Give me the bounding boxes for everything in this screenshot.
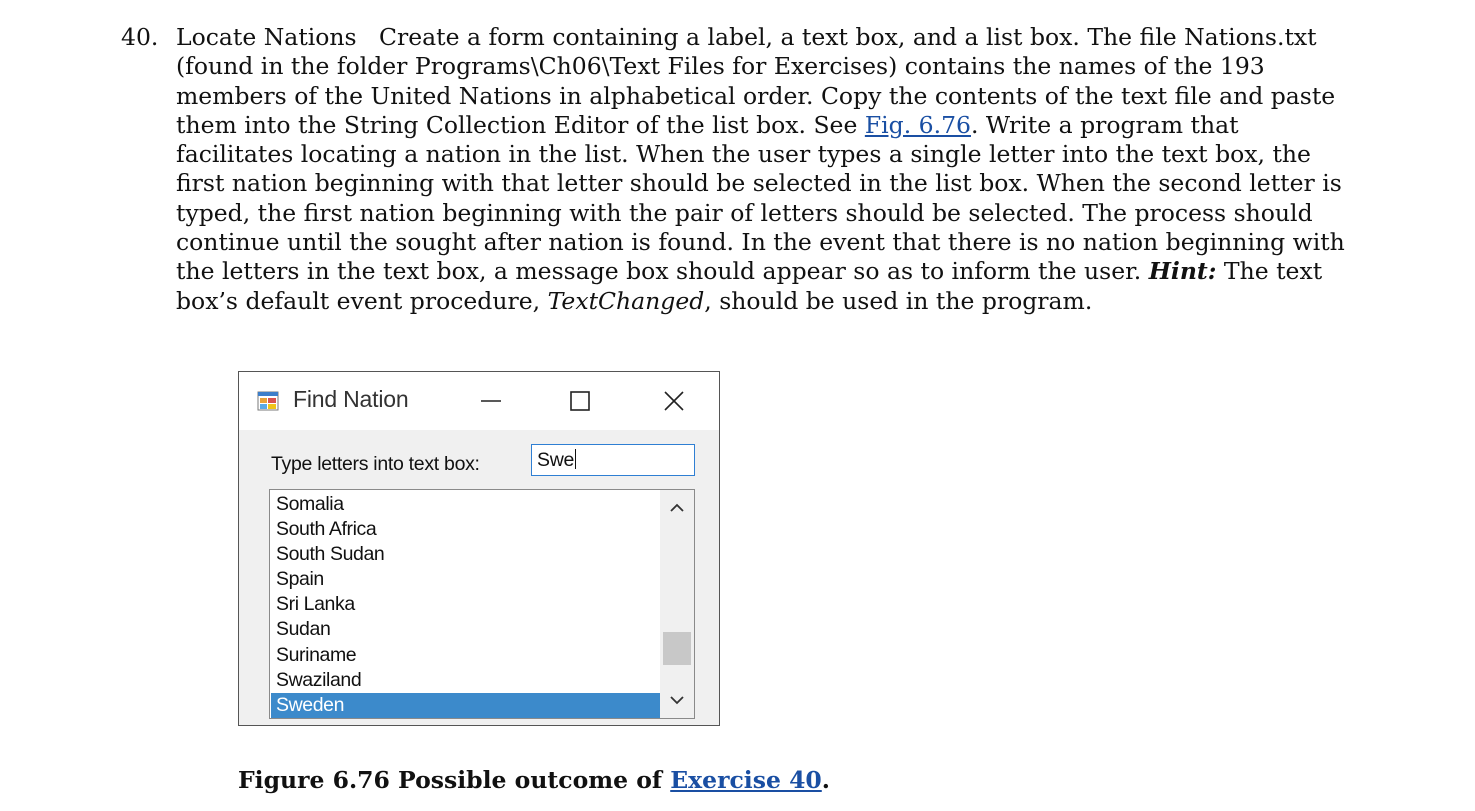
list-item[interactable]: Sudan	[276, 618, 331, 641]
exercise-body	[176, 23, 1346, 316]
window-title: Find Nation	[293, 386, 409, 412]
nations-list	[271, 492, 660, 718]
chevron-down-icon[interactable]	[667, 692, 687, 708]
exercise-link[interactable]: Exercise 40	[670, 766, 822, 794]
exercise-text-2: . Write a program that facilitates locating a nation in the list. When the user types a single letter into the text box, the first nation beginning with that letter should be selected in the list box. When the second letter is typed, the first nation beginning with the pair of letters should be selected. The process should continue until the sought after nation is found. In the event that there is no nation beginning with the letters in the text box, a message box should appear so as to inform the user.	[176, 110, 1345, 286]
scrollbar-thumb[interactable]	[663, 632, 691, 665]
vertical-scrollbar[interactable]	[660, 490, 694, 718]
figure-link[interactable]: Fig. 6.76	[864, 110, 971, 139]
hint-text-2: , should be used in the program.	[704, 286, 1093, 315]
exercise-number: 40.	[121, 23, 159, 51]
maximize-icon[interactable]	[557, 378, 603, 424]
close-icon[interactable]	[651, 378, 697, 424]
list-item[interactable]: South Africa	[276, 518, 377, 541]
figure-caption	[238, 766, 830, 794]
caption-suffix: .	[821, 766, 830, 794]
nations-listbox[interactable]	[269, 489, 695, 719]
list-item[interactable]: Spain	[276, 568, 324, 591]
list-item[interactable]: Sweden	[271, 693, 660, 718]
list-item[interactable]: Suriname	[276, 643, 357, 666]
title-bar[interactable]	[239, 372, 719, 430]
letters-textbox-value: Swe	[537, 449, 575, 471]
form-app-icon	[257, 390, 279, 412]
exercise-40	[121, 23, 1451, 316]
hint-label: Hint:	[1148, 257, 1217, 286]
list-item[interactable]: Swaziland	[276, 668, 362, 691]
instruction-label: Type letters into text box:	[271, 453, 480, 475]
letters-textbox[interactable]	[531, 444, 695, 476]
list-item[interactable]: Somalia	[276, 493, 344, 515]
chevron-up-icon[interactable]	[667, 500, 687, 516]
list-item[interactable]: Sri Lanka	[276, 593, 355, 616]
list-item[interactable]: South Sudan	[276, 543, 385, 566]
find-nation-window	[238, 371, 720, 726]
exercise-title: Locate Nations	[176, 23, 357, 51]
exercise-text-1: Create a form containing a label, a text box, and a list box. The file Nations.txt (found in the folder Programs\Ch06\Text Files for Exercises) contains the names of the 193 members of the United Nations in alphabetical order. Copy the contents of the text file and paste them into the String Collection Editor of the list box. See	[176, 23, 1336, 139]
minimize-icon[interactable]	[468, 378, 514, 424]
text-caret	[575, 449, 576, 469]
hint-event-name: TextChanged	[547, 286, 705, 315]
caption-prefix: Figure 6.76 Possible outcome of	[238, 766, 671, 794]
hint-text-1: The text box’s default event procedure,	[176, 257, 1323, 315]
